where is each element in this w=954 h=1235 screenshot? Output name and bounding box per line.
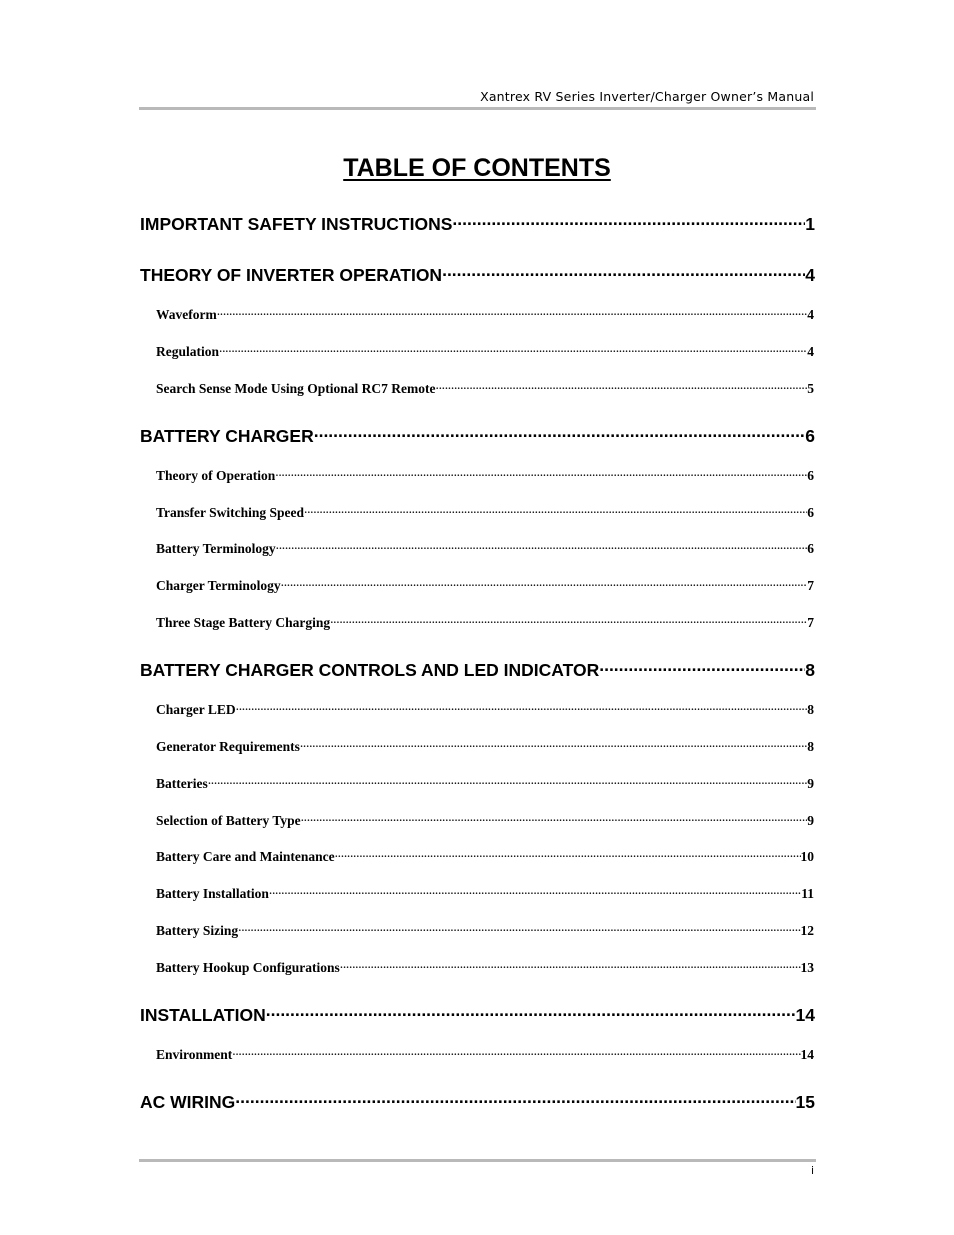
- toc-entry-title: Battery Terminology: [156, 540, 276, 556]
- dot-leader: [232, 1045, 800, 1059]
- dot-leader: [300, 737, 807, 751]
- dot-leader: [599, 658, 805, 676]
- toc-entry-title: Charger Terminology: [156, 577, 281, 593]
- toc-entry-title: AC WIRING: [140, 1091, 236, 1112]
- toc-entry-page: 6: [807, 540, 814, 556]
- toc-entry-page: 4: [807, 343, 814, 359]
- toc-entry-page: 4: [805, 264, 815, 285]
- toc-entry-page: 13: [800, 959, 814, 975]
- toc-entry-level-2[interactable]: [156, 847, 814, 865]
- toc-entry-title: Regulation: [156, 343, 220, 359]
- toc-entry-level-2[interactable]: [156, 503, 814, 521]
- header-rule: [139, 107, 816, 110]
- toc-entry-title: Battery Care and Maintenance: [156, 848, 335, 864]
- toc-entry-page: 10: [800, 848, 814, 864]
- dot-leader: [442, 263, 805, 281]
- running-header: Xantrex RV Series Inverter/Charger Owner’s Manual: [480, 89, 814, 104]
- toc-entry-title: Charger LED: [156, 701, 236, 717]
- toc-entry-page: 7: [807, 577, 814, 593]
- dot-leader: [304, 503, 807, 517]
- toc-entry-page: 15: [795, 1091, 815, 1112]
- footer-rule: [139, 1159, 816, 1162]
- toc-entry-title: Selection of Battery Type: [156, 812, 301, 828]
- toc-entry-page: 8: [807, 738, 814, 754]
- toc-entry-level-2[interactable]: [156, 774, 814, 792]
- toc-entry-title: Waveform: [156, 306, 217, 322]
- dot-leader: [276, 539, 808, 553]
- toc-entry-page: 5: [807, 380, 814, 396]
- toc-entry-page: 11: [801, 885, 814, 901]
- toc-entry-title: Battery Installation: [156, 885, 269, 901]
- dot-leader: [281, 576, 808, 590]
- toc-entry-level-2[interactable]: [156, 466, 814, 484]
- toc-entry-page: 8: [807, 701, 814, 717]
- dot-leader: [452, 212, 805, 230]
- dot-leader: [335, 847, 801, 861]
- toc-entry-level-1[interactable]: [140, 212, 815, 235]
- toc-entry-title: Batteries: [156, 775, 208, 791]
- toc-entry-title: IMPORTANT SAFETY INSTRUCTIONS: [140, 213, 453, 234]
- toc-entry-level-1[interactable]: [140, 1090, 815, 1113]
- toc-entry-page: 14: [800, 1046, 814, 1062]
- dot-leader: [238, 921, 800, 935]
- toc-entry-level-2[interactable]: [156, 576, 814, 594]
- toc-entry-title: Three Stage Battery Charging: [156, 614, 331, 630]
- toc-entry-page: 9: [807, 812, 814, 828]
- page-number: i: [810, 1164, 814, 1177]
- toc-entry-title: Environment: [156, 1046, 233, 1062]
- toc-entry-level-2[interactable]: [156, 700, 814, 718]
- dot-leader: [314, 424, 806, 442]
- toc-entry-page: 7: [807, 614, 814, 630]
- dot-leader: [217, 305, 808, 319]
- toc-entry-title: Theory of Operation: [156, 467, 276, 483]
- toc-entry-level-2[interactable]: [156, 737, 814, 755]
- dot-leader: [235, 1090, 795, 1108]
- dot-leader: [436, 379, 808, 393]
- toc-entry-level-2[interactable]: [156, 342, 814, 360]
- toc-entry-page: 14: [795, 1004, 815, 1025]
- dot-leader: [301, 811, 808, 825]
- toc-entry-level-2[interactable]: [156, 379, 814, 397]
- dot-leader: [266, 1003, 796, 1021]
- page-title: TABLE OF CONTENTS: [343, 154, 611, 182]
- toc-entry-level-2[interactable]: [156, 1045, 814, 1063]
- toc-entry-level-2[interactable]: [156, 613, 814, 631]
- toc-entry-level-2[interactable]: [156, 921, 814, 939]
- toc-entry-level-2[interactable]: [156, 884, 814, 902]
- toc-entry-page: 1: [805, 213, 815, 234]
- toc-entry-level-1[interactable]: [140, 1003, 815, 1026]
- toc-entry-page: 8: [805, 659, 815, 680]
- toc-entry-level-1[interactable]: [140, 424, 815, 447]
- toc-entry-title: Battery Sizing: [156, 922, 239, 938]
- toc-entry-level-1[interactable]: [140, 658, 815, 681]
- toc-entry-title: Search Sense Mode Using Optional RC7 Remote: [156, 380, 436, 396]
- toc-entry-page: 6: [807, 467, 814, 483]
- toc-entry-title: THEORY OF INVERTER OPERATION: [140, 264, 443, 285]
- dot-leader: [275, 466, 807, 480]
- toc-entry-title: BATTERY CHARGER CONTROLS AND LED INDICATOR: [140, 659, 600, 680]
- dot-leader: [340, 958, 801, 972]
- dot-leader: [330, 613, 807, 627]
- toc-entry-level-2[interactable]: [156, 958, 814, 976]
- dot-leader: [208, 774, 808, 788]
- toc-entry-level-1[interactable]: [140, 263, 815, 286]
- toc-entry-page: 6: [805, 425, 815, 446]
- dot-leader: [219, 342, 807, 356]
- toc-entry-title: Battery Hookup Configurations: [156, 959, 340, 975]
- toc-entry-title: Generator Requirements: [156, 738, 300, 754]
- toc-entry-level-2[interactable]: [156, 305, 814, 323]
- toc-entry-page: 4: [807, 306, 814, 322]
- dot-leader: [269, 884, 801, 898]
- toc-entry-title: BATTERY CHARGER: [140, 425, 314, 446]
- toc-entry-level-2[interactable]: [156, 811, 814, 829]
- toc-entry-level-2[interactable]: [156, 539, 814, 557]
- toc-entry-page: 12: [800, 922, 814, 938]
- toc-entry-page: 6: [807, 504, 814, 520]
- toc-entry-title: Transfer Switching Speed: [156, 504, 305, 520]
- toc-entry-page: 9: [807, 775, 814, 791]
- dot-leader: [236, 700, 808, 714]
- toc-entry-title: INSTALLATION: [140, 1004, 266, 1025]
